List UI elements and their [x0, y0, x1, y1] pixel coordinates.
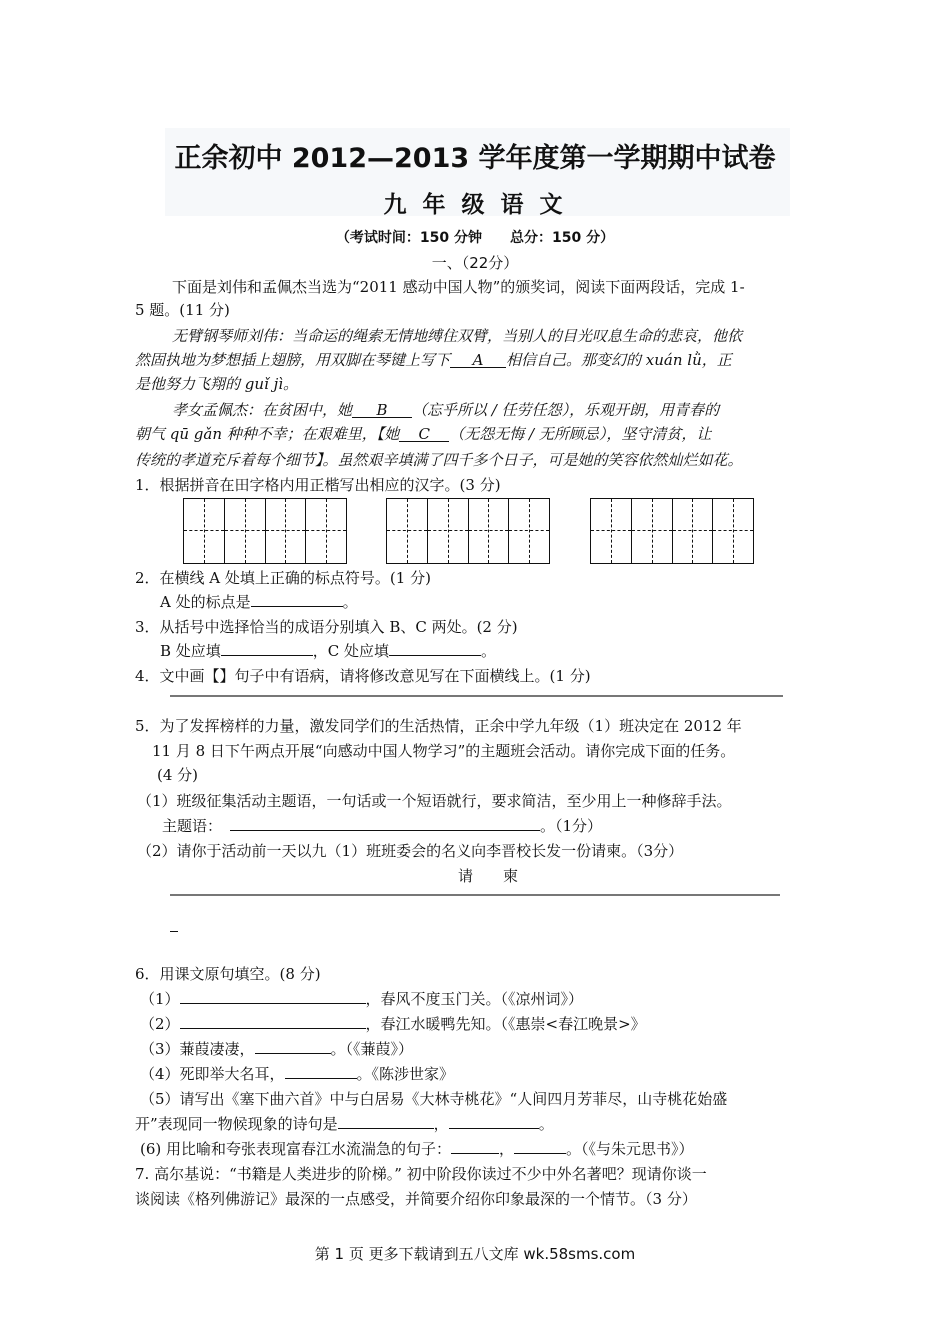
text: 孝女孟佩杰：在贫困中，她: [172, 401, 353, 419]
label: 主题语：: [162, 817, 223, 835]
tianzige-grid-1[interactable]: [183, 498, 347, 564]
blank-b: B: [352, 403, 412, 418]
exam-subtitle: 九 年 级 语 文: [383, 192, 567, 218]
text: （4）死即举大名耳，: [140, 1065, 285, 1083]
q6-item-2: [140, 1014, 646, 1034]
blank[interactable]: [338, 1114, 434, 1129]
passage-mengpeijie: [135, 424, 711, 444]
blank-c: C: [399, 427, 449, 442]
question-3: 3．从括号中选择恰当的成语分别填入 B、C 两处。(2 分): [135, 618, 518, 636]
text: 。（1分）: [540, 817, 603, 835]
num: （2）: [140, 1015, 180, 1033]
q6-item-3: [140, 1039, 413, 1059]
question-5: (4 分): [157, 766, 199, 784]
passage-mengpeijie: [172, 400, 719, 420]
q5-sub2: （2）请你于活动前一天以九（1）班班委会的名义向李晋校长发一份请柬。（3分）: [137, 842, 684, 860]
answer-blank[interactable]: [251, 592, 343, 607]
text: 开”表现同一物候现象的诗句是: [135, 1115, 338, 1133]
text: 相信自己。那变幻的 xuán lǜ，正: [506, 351, 732, 369]
blank-a: A: [450, 353, 506, 368]
q6-item-6: [140, 1139, 694, 1159]
question-1: 1．根据拼音在田字格内用正楷写出相应的汉字。(3 分): [135, 476, 501, 494]
answer-line[interactable]: [170, 695, 783, 697]
intro-line: 下面是刘伟和孟佩杰当选为“2011 感动中国人物”的颁奖词，阅读下面两段话，完成 1-: [172, 278, 745, 296]
answer-blank-b[interactable]: [221, 641, 313, 656]
q5-sub1: （1）班级征集活动主题语，一句话或一个短语就行，要求简洁，至少用上一种修辞手法。: [137, 792, 732, 810]
answer-line[interactable]: [170, 894, 780, 896]
text: 。《陈涉世家》: [356, 1065, 455, 1083]
page-footer: 第 1 页 更多下载请到五八文库 wk.58sms.com: [314, 1245, 636, 1263]
blank[interactable]: [180, 989, 366, 1004]
text: （忘乎所以 / 任劳任怨），乐观开朗，用青春的: [412, 401, 720, 419]
text: 。: [481, 642, 497, 660]
q5-theme: [162, 816, 602, 836]
theme-blank[interactable]: [230, 816, 540, 831]
dash-mark: [170, 931, 178, 932]
passage-liuwei: [135, 350, 732, 370]
text: (6) 用比喻和夸张表现富春江水流湍急的句子：: [140, 1140, 452, 1158]
blank[interactable]: [449, 1114, 539, 1129]
question-7: 谈阅读《格列佛游记》最深的一点感受，并简要介绍你印象最深的一个情节。（3 分）: [135, 1190, 697, 1208]
q6-item-5: [135, 1114, 554, 1134]
text: 朝气 qū gǎn 种种不幸；在艰难里，【她: [135, 425, 400, 443]
exam-title: 正余初中 2012—2013 学年度第一学期期中试卷: [174, 143, 776, 174]
blank[interactable]: [285, 1064, 357, 1079]
text: 。（《蒹葭》）: [330, 1040, 414, 1058]
q2-answer: [160, 592, 358, 612]
tianzige-grid-2[interactable]: [386, 498, 550, 564]
section-heading: 一、（22分）: [431, 254, 519, 272]
text: （无怨无悔 / 无所顾忌），坚守清贫，让: [449, 425, 712, 443]
num: （1）: [140, 990, 180, 1008]
question-7: 7. 高尔基说：“书籍是人类进步的阶梯。” 初中阶段你读过不少中外名著吧？现请你谈一: [135, 1165, 707, 1183]
blank[interactable]: [514, 1139, 566, 1154]
exam-info: （考试时间：150 分钟 总分：150 分）: [335, 230, 615, 246]
text: ，: [499, 1140, 515, 1158]
question-5: 11 月 8 日下午两点开展“向感动中国人物学习”的主题班会活动。请你完成下面的任务。: [152, 742, 736, 760]
text: 。: [538, 1115, 554, 1133]
tianzige-grid-3[interactable]: [590, 498, 754, 564]
label: B 处应填: [160, 642, 221, 660]
question-2: 2．在横线 A 处填上正确的标点符号。(1 分): [135, 569, 431, 587]
text: ，春风不度玉门关。（《凉州词》）: [365, 990, 584, 1008]
text: ，春江水暖鸭先知。（《惠崇<春江晚景>》: [365, 1015, 646, 1033]
passage-liuwei: 是他努力飞翔的 guǐ jì。: [135, 375, 299, 393]
blank[interactable]: [451, 1139, 499, 1154]
question-6: 6．用课文原句填空。(8 分): [135, 965, 321, 983]
text: （3）蒹葭凄凄，: [140, 1040, 255, 1058]
q3-answer: [160, 641, 496, 661]
passage-mengpeijie: 传统的孝道充斥着每个细节】。虽然艰辛填满了四千多个日子，可是她的笑容依然灿烂如花。: [135, 451, 743, 469]
question-4: 4．文中画【】句子中有语病，请将修改意见写在下面横线上。(1 分): [135, 667, 591, 685]
q6-item-5: （5）请写出《塞下曲六首》中与白居易《大林寺桃花》“人间四月芳菲尽，山寺桃花始盛: [140, 1090, 728, 1108]
blank[interactable]: [180, 1014, 366, 1029]
text: 然固执地为梦想插上翅膀，用双脚在琴键上写下: [135, 351, 451, 369]
invitation-title: 请 柬: [458, 867, 519, 885]
label: A 处的标点是: [160, 593, 251, 611]
q6-item-4: [140, 1064, 454, 1084]
question-5: 5．为了发挥榜样的力量，激发同学们的生活热情，正余中学九年级（1）班决定在 2012 年: [135, 717, 742, 735]
passage-liuwei: 无臂钢琴师刘伟：当命运的绳索无情地缚住双臂，当别人的目光叹息生命的悲哀，他依: [172, 327, 743, 345]
intro-line: 5 题。(11 分): [135, 301, 230, 319]
text: 。（《与朱元思书》）: [566, 1140, 694, 1158]
q6-item-1: [140, 989, 583, 1009]
text: 。: [342, 593, 358, 611]
blank[interactable]: [255, 1039, 331, 1054]
text: ，: [433, 1115, 449, 1133]
label: ，C 处应填: [312, 642, 390, 660]
answer-blank-c[interactable]: [389, 641, 481, 656]
